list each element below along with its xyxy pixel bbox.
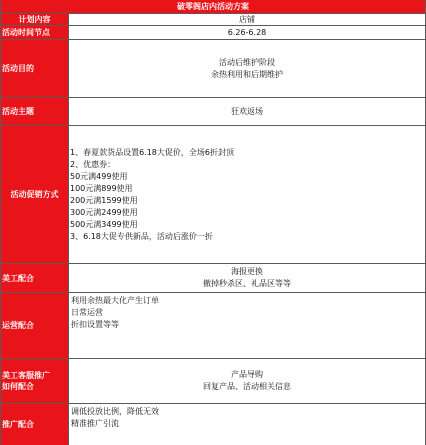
table-row-support	[1, 359, 425, 404]
table-row-purpose	[1, 40, 425, 98]
content-line: 折扣设置等等	[71, 320, 119, 329]
row-label: 活动主题	[1, 98, 69, 125]
table-row-time	[1, 26, 425, 40]
row-content	[69, 293, 425, 358]
row-content	[69, 264, 425, 292]
content-line: 狂欢返场	[231, 106, 263, 116]
table-row-theme	[1, 98, 425, 126]
table-row-marketing	[1, 404, 425, 445]
content-line: 6.26-6.28	[227, 27, 267, 37]
content-line: 200元满1599使用	[70, 195, 138, 205]
row-content	[69, 40, 425, 97]
row-content	[69, 404, 425, 445]
row-label: 活动目的	[1, 40, 69, 97]
sheet-title: 破零阁店内活动方案	[1, 0, 425, 14]
content-line: 100元满899使用	[70, 183, 133, 193]
content-line: 500元满3499使用	[70, 219, 138, 229]
row-content	[69, 126, 425, 263]
row-label: 运营配合	[1, 293, 69, 358]
content-line: 精准推广引流	[71, 419, 119, 428]
row-label: 美工配合	[1, 264, 69, 292]
content-line: 50元满499使用	[70, 171, 128, 181]
content-line: 海报更换	[231, 267, 263, 276]
row-label: 美工客服推广 如何配合	[1, 359, 69, 403]
row-label: 活动促销方式	[1, 126, 69, 263]
row-label: 计划内容	[1, 14, 69, 25]
row-content	[69, 98, 425, 125]
content-line: 1、春夏款货品设置6.18大促价，全场6折封顶	[70, 147, 234, 157]
content-line: 回复产品、活动相关信息	[203, 382, 291, 391]
row-content	[69, 26, 425, 39]
content-line: 2、优惠券：	[70, 159, 116, 169]
content-line: 调低投放比例，降低无效	[71, 407, 159, 416]
table-row-header	[1, 14, 425, 26]
content-line: 活动后维护阶段	[219, 57, 275, 67]
content-line: 300元满2499使用	[70, 207, 138, 217]
row-content	[69, 14, 425, 25]
content-line: 余热利用和后期维护	[211, 69, 283, 79]
row-content	[69, 359, 425, 403]
content-line: 撤掉秒杀区、礼品区等等	[203, 279, 291, 288]
content-line: 日常运营	[71, 308, 103, 317]
content-line: 店铺	[239, 14, 255, 24]
content-line: 3、6.18大促专供新品，活动后涨价一折	[70, 231, 213, 241]
table-row-operations	[1, 293, 425, 359]
content-line: 利用余热最大化产生订单	[71, 296, 159, 305]
table-row-promotion	[1, 126, 425, 264]
row-label: 活动时间节点	[1, 26, 69, 39]
row-label: 推广配合	[1, 404, 69, 445]
table-row-design	[1, 264, 425, 293]
content-line: 产品导购	[231, 370, 263, 379]
